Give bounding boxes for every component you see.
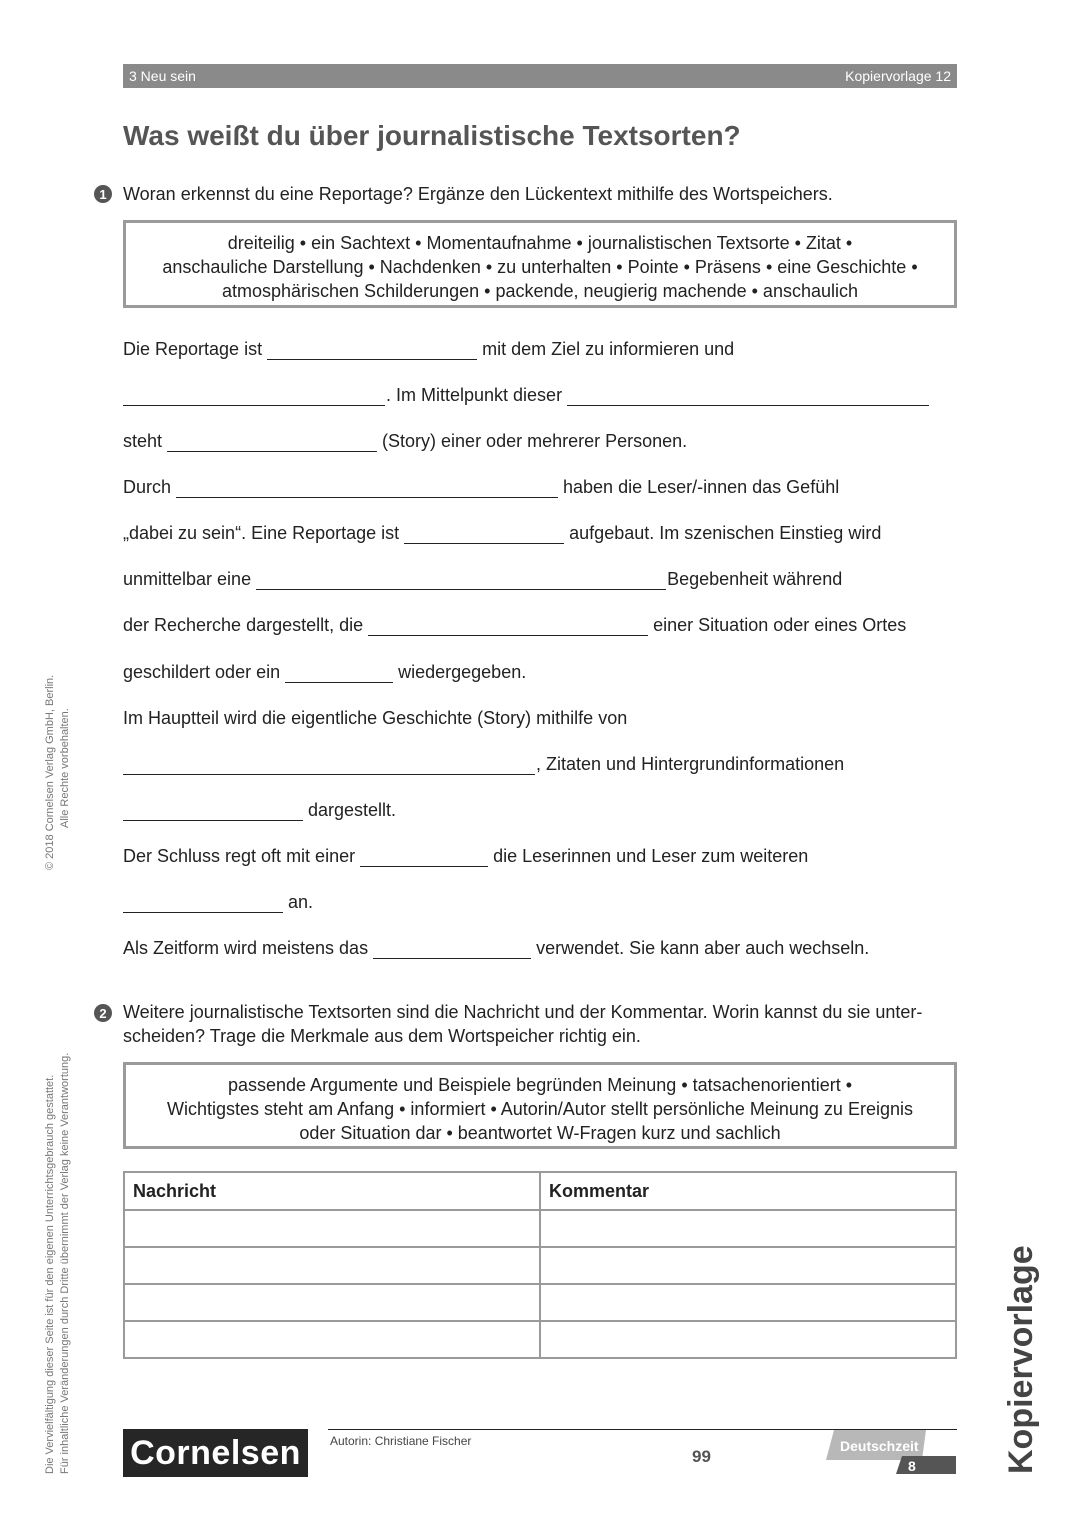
table-cell-nachricht[interactable] bbox=[124, 1247, 540, 1284]
table-row bbox=[124, 1284, 956, 1321]
table-cell-kommentar[interactable] bbox=[540, 1321, 956, 1358]
table-cell-kommentar[interactable] bbox=[540, 1284, 956, 1321]
cloze-line-1: Die Reportage ist mit dem Ziel zu informieren und bbox=[123, 339, 735, 359]
table-row bbox=[124, 1210, 956, 1247]
blank-field[interactable] bbox=[176, 477, 558, 498]
table-cell-nachricht[interactable] bbox=[124, 1284, 540, 1321]
blank-field[interactable] bbox=[285, 662, 393, 683]
chapter-label: 3 Neu sein bbox=[129, 68, 196, 84]
blank-field[interactable] bbox=[123, 385, 385, 406]
task-1-wordbank bbox=[123, 220, 957, 308]
kopiervorlage-vertical-label: Kopiervorlage bbox=[1002, 1245, 1040, 1474]
table-cell-nachricht[interactable] bbox=[124, 1321, 540, 1358]
page-number: 99 bbox=[692, 1447, 711, 1466]
header-bar bbox=[123, 64, 957, 88]
task-2-instruction: Weitere journalistische Textsorten sind die Nachricht und der Kommentar. Worin kannst du sie unter- scheiden? Trage die Merkmale aus dem Wortspeicher richtig ein. bbox=[123, 1002, 923, 1046]
page-title: Was weißt du über journalistische Textsorten? bbox=[123, 120, 741, 151]
blank-field[interactable] bbox=[167, 431, 377, 452]
cloze-line-3: steht (Story) einer oder mehrerer Personen. bbox=[123, 431, 688, 451]
table-cell-kommentar[interactable] bbox=[540, 1247, 956, 1284]
blank-field[interactable] bbox=[123, 800, 303, 821]
table-cell-nachricht[interactable] bbox=[124, 1210, 540, 1247]
wordbank-line: atmosphärischen Schilderungen • packende, neugierig machende • anschaulich bbox=[221, 281, 858, 301]
blank-field[interactable] bbox=[404, 523, 564, 544]
blank-field[interactable] bbox=[567, 385, 929, 406]
wordbank-line: passende Argumente und Beispiele begründen Meinung • tatsachenorientiert • bbox=[227, 1075, 853, 1095]
blank-field[interactable] bbox=[373, 938, 531, 959]
deutschzeit-badge-icon bbox=[826, 1430, 960, 1478]
usage-note-1: Die Vervielfältigung dieser Seite ist für den eigenen Unterrichtsgebrauch gestattet. bbox=[44, 1074, 56, 1474]
wordbank-line: anschauliche Darstellung • Nachdenken • zu unterhalten • Pointe • Präsens • eine Geschichte • bbox=[162, 257, 918, 277]
cloze-line-2: . Im Mittelpunkt dieser bbox=[123, 380, 934, 410]
blank-field[interactable] bbox=[256, 569, 666, 590]
cloze-line-10: , Zitaten und Hintergrundinformationen bbox=[123, 749, 844, 779]
copyright-note-1: © 2018 Cornelsen Verlag GmbH, Berlin. bbox=[44, 674, 56, 870]
cloze-line-13: an. bbox=[123, 887, 313, 917]
series-name: Deutschzeit bbox=[840, 1438, 919, 1454]
blank-field[interactable] bbox=[360, 846, 488, 867]
task-1-instruction: Woran erkennst du eine Reportage? Ergänze den Lückentext mithilfe des Wortspeichers. bbox=[123, 184, 833, 204]
blank-field[interactable] bbox=[368, 615, 648, 636]
table-row bbox=[124, 1247, 956, 1284]
task-2-number-icon: 2 bbox=[94, 1004, 112, 1022]
wordbank-line: dreiteilig • ein Sachtext • Momentaufnahme • journalistischen Textsorte • Zitat • bbox=[227, 233, 853, 253]
blank-field[interactable] bbox=[123, 754, 535, 775]
feature-table bbox=[123, 1171, 957, 1359]
cloze-line-5: „dabei zu sein“. Eine Reportage ist aufgebaut. Im szenischen Einstieg wird bbox=[123, 523, 882, 543]
task-2-wordbank bbox=[123, 1062, 957, 1149]
table-header-kommentar: Kommentar bbox=[540, 1172, 956, 1210]
worksheet-label: Kopiervorlage 12 bbox=[845, 68, 951, 84]
table-header-nachricht: Nachricht bbox=[124, 1172, 540, 1210]
usage-note-2: Für inhaltliche Veränderungen durch Dritte übernimmt der Verlag keine Verantwortung. bbox=[59, 1052, 71, 1474]
wordbank-line: oder Situation dar • beantwortet W-Fragen kurz und sachlich bbox=[299, 1123, 781, 1143]
cloze-line-8: geschildert oder ein wiedergegeben. bbox=[123, 662, 527, 682]
cloze-line-6: unmittelbar eine Begebenheit während bbox=[123, 569, 843, 589]
cloze-line-7: der Recherche dargestellt, die einer Situation oder eines Ortes bbox=[123, 615, 907, 635]
cloze-line-9: Im Hauptteil wird die eigentliche Geschichte (Story) mithilfe von bbox=[123, 708, 628, 728]
task-1-number-icon: 1 bbox=[94, 185, 112, 203]
series-number: 8 bbox=[908, 1458, 916, 1474]
blank-field[interactable] bbox=[267, 339, 477, 360]
cloze-line-4: Durch haben die Leser/-innen das Gefühl bbox=[123, 477, 840, 497]
cloze-line-14: Als Zeitform wird meistens das verwendet. Sie kann aber auch wechseln. bbox=[123, 938, 870, 958]
author-credit: Autorin: Christiane Fischer bbox=[330, 1434, 472, 1448]
cloze-line-12: Der Schluss regt oft mit einer die Leserinnen und Leser zum weiteren bbox=[123, 846, 809, 866]
cloze-line-11: dargestellt. bbox=[123, 795, 396, 825]
blank-field[interactable] bbox=[123, 892, 283, 913]
table-row bbox=[124, 1321, 956, 1358]
wordbank-line: Wichtigstes steht am Anfang • informiert • Autorin/Autor stellt persönliche Meinung zu Ereignis bbox=[167, 1099, 913, 1119]
cornelsen-logo: Cornelsen bbox=[123, 1429, 308, 1477]
table-cell-kommentar[interactable] bbox=[540, 1210, 956, 1247]
copyright-note-2: Alle Rechte vorbehalten. bbox=[59, 708, 71, 828]
